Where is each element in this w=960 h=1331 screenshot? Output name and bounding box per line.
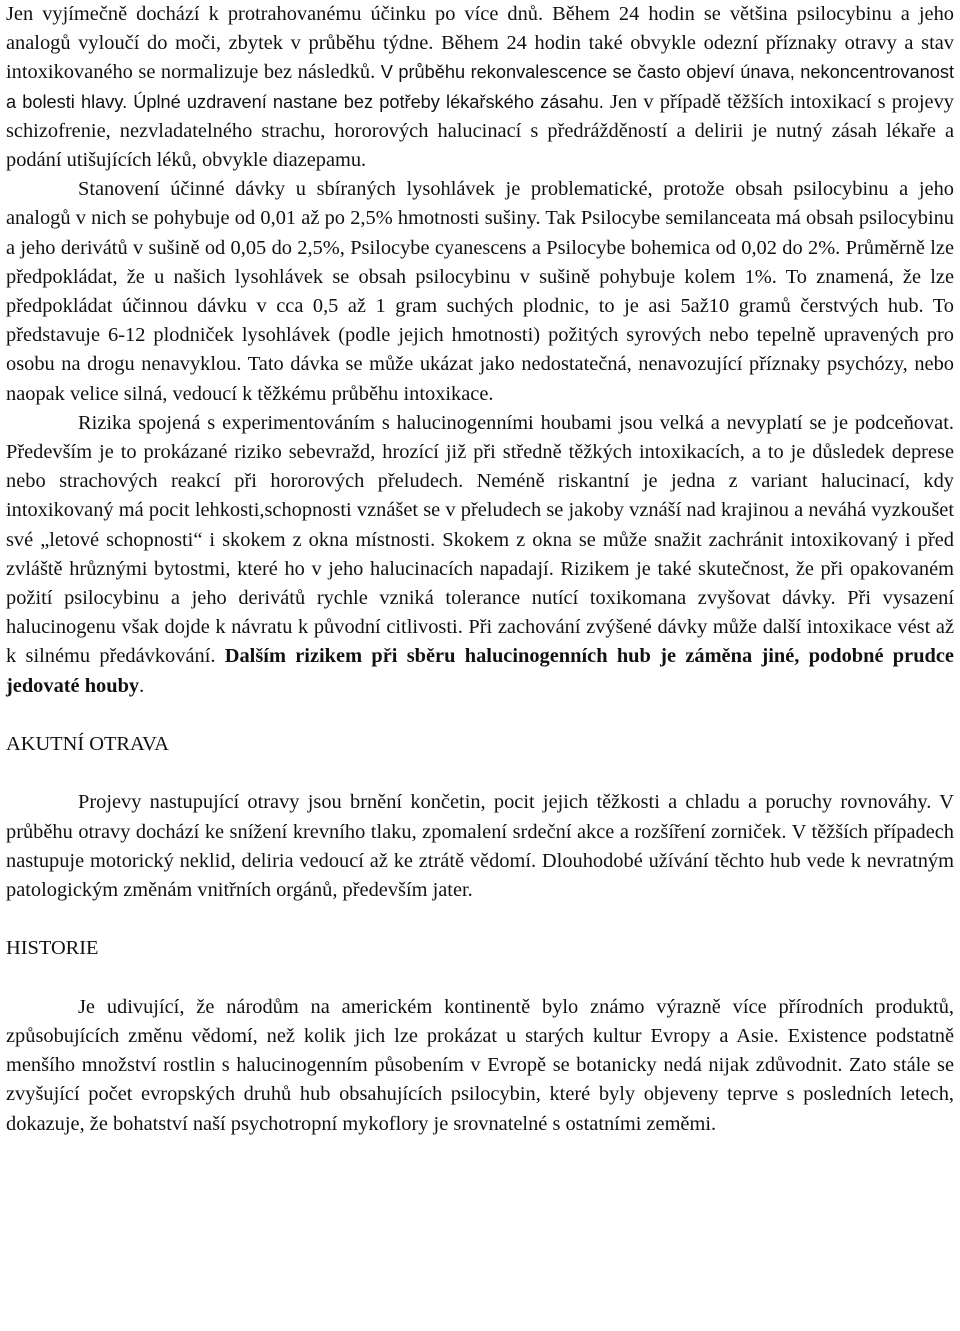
paragraph-recovery-part-3: Jen v případě těžších intoxikací s projevy schizofrenie, nezvladatelného strachu, hororových halucinací s předrážděností a delirii je nutný zásah lékaře a podání utišujících léků, obvykle diazepamu. [6, 90, 954, 172]
spacer [6, 964, 954, 993]
paragraph-dose: Stanovení účinné dávky u sbíraných lysohlávek je problematické, protože obsah psilocybinu a jeho analogů v nich se pohybuje od 0,01 až po 2,5% hmotnosti sušiny. Tak Psilocybe semilanceata má obsah psilocybinu a jeho derivátů v sušině od 0,05 do 2,5%, Psilocybe cyanescens a Psilocybe bohemica od 0,02 do 2%. Průměrně lze předpokládat, že u našich lysohlávek se obsah psilocybinu v sušině pohybuje kolem 1%. To znamená, že lze předpokládat účinnou dávku v cca 0,5 až 1 gram suchých plodnic, to je asi 5až10 gramů čerstvých hub. To představuje 6-12 plodniček lysohlávek (podle jejich hmotnosti) požitých syrových nebo tepelně upravených pro osobu na drogu nenavyklou. Tato dávka se může ukázat jako nedostatečná, nenavozující příznaky psychózy, nebo naopak velice silná, vedoucí k těžkému průběhu intoxikace. [6, 178, 954, 405]
heading-history: HISTORIE [6, 937, 99, 960]
paragraph-recovery-part-1: Jen vyjímečně dochází k protrahovanému účinku po více dnů. Během 24 hodin se většina psilocybinu a jeho analogů vyloučí do moči, zbytek v průběhu týdne. Během 24 hodin také obvykle odezní příznaky otravy a stav intoxikovaného se normalizuje bez následků. [6, 3, 954, 84]
paragraph-history: Je udivující, že národům na americkém kontinentě bylo známo výrazně více přírodních produktů, způsobujících změnu vědomí, než kolik jich lze prokázat u starých kultur Evropy a Asie. Existence podstatně menšího množství rostlin s halucinogenním působením v Evropě se botanicky nedá nijak zdůvodnit. Zato stále se zvyšující počet evropských druhů hub obsahujících psilocybin, které byly objeveny teprve s posledních letech, dokazuje, že bohatství naší psychotropní mykoflory je srovnatelné s ostatními zeměmi. [6, 995, 954, 1135]
paragraph-recovery-part-2: V průběhu rekonvalescence se často objeví únava, nekoncentrovanost a bolesti hlavy. Úplné uzdravení nastane bez potřeby lékařského zásahu. [6, 62, 954, 112]
spacer [6, 701, 954, 730]
paragraph-acute-poisoning: Projevy nastupující otravy jsou brnění končetin, pocit jejich těžkosti a chladu a poruchy rovnováhy. V průběhu otravy dochází ke snížení krevního tlaku, zpomalení srdeční akce a rozšíření zorniček. V těžších případech nastupuje motorický neklid, deliria vedoucí až ke ztrátě vědomí. Dlouhodobé užívání těchto hub vede k nevratným patologickým změnám vnitřních orgánů, především jater. [6, 791, 954, 902]
spacer [6, 905, 954, 934]
paragraph-risks-text: Rizika spojená s experimentováním s halucinogenními houbami jsou velká a nevyplatí se je podceňovat. Především je to prokázané riziko sebevražd, hrozící již při středně těžkých intoxikacích, a to je důsledek deprese nebo strachových reakcí při hororových přeludech. Neméně riskantní je jedna z variant halucinací, kdy intoxikovaný má pocit lehkosti,schopnosti vznášet se v přeludech se jakoby vznáší nad krajinou a neváhá vyzkoušet své „letové schopnosti“ i skokem z okna místnosti. Skokem z okna se může snažit zachránit intoxikovaný i před zvláště hrůznými bytostmi, které ho v jeho halucinacích napadají. Rizikem je také skutečnost, že při opakovaném požití psilocybinu a jeho derivátů rychle vzniká tolerance nutící toxikomana zvyšovat dávky. Při vysazení halucinogenu však dojde k návratu k původní citlivosti. Při zachování zvýšené dávky může další intoxikace vést až k silnému předávkování. [6, 411, 954, 668]
spacer [6, 759, 954, 788]
paragraph-risks-bold: Dalším rizikem při sběru halucinogenních hub je záměna jiné, podobné prudce jedovaté houby [6, 645, 954, 697]
heading-acute-poisoning: AKUTNÍ OTRAVA [6, 733, 169, 756]
document-page [6, 0, 954, 1139]
paragraph-risks [6, 409, 954, 701]
paragraph-recovery [6, 0, 954, 175]
paragraph-risks-end: . [139, 674, 145, 697]
